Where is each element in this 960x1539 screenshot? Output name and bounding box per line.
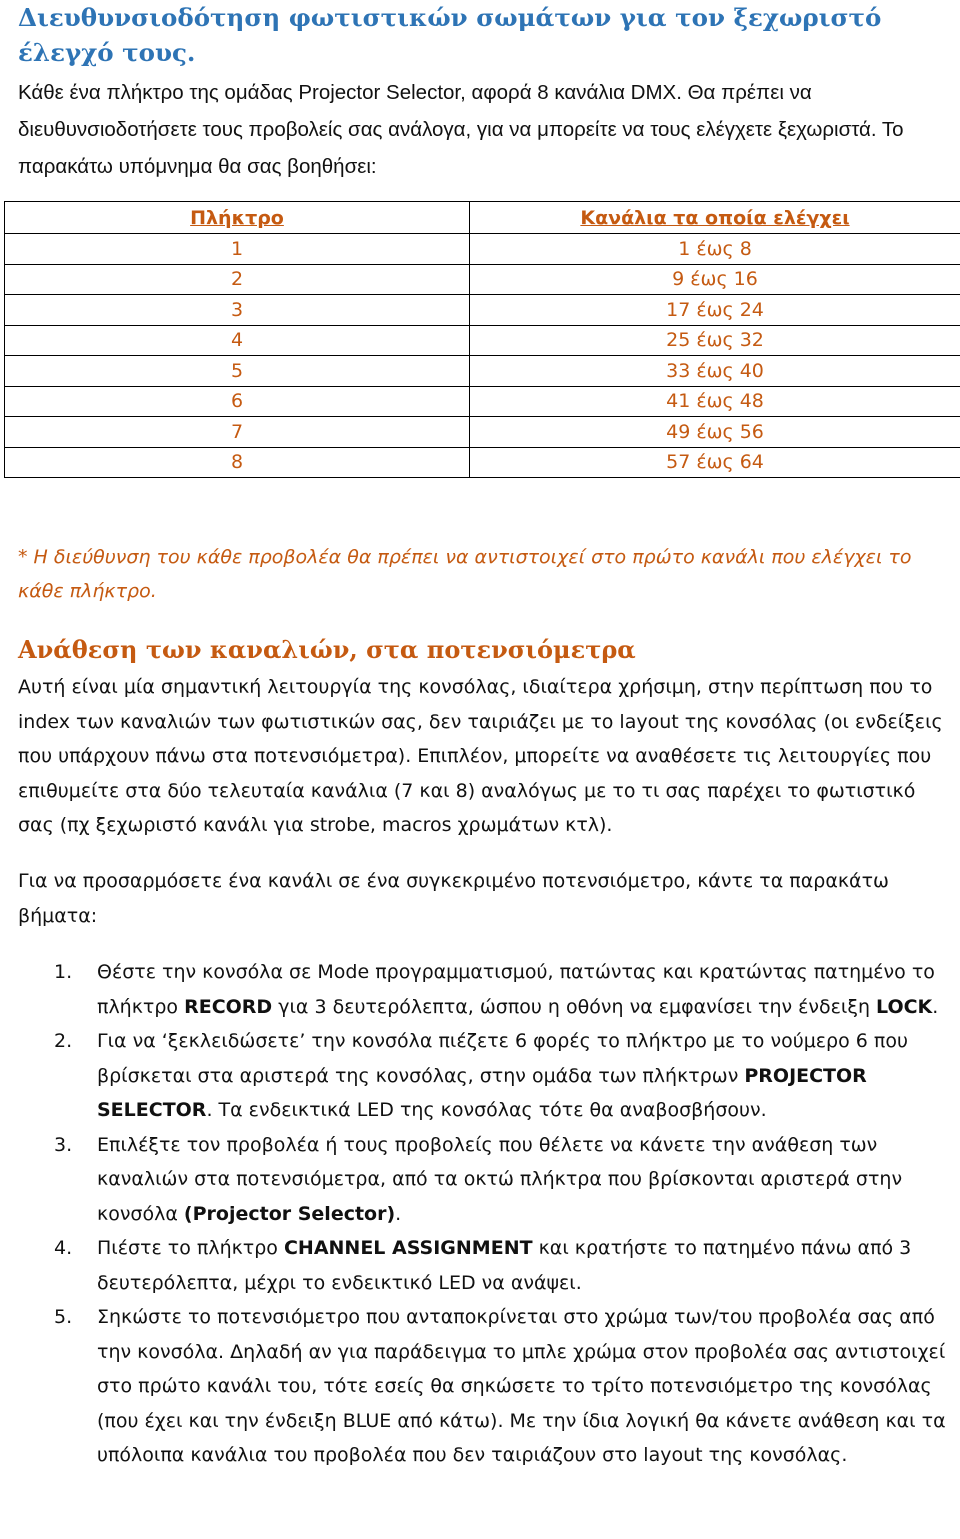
step-text: για 3 δευτερόλεπτα, ώσπου η οθόνη να εμφανίσει την ένδειξη [272, 995, 877, 1018]
steps-intro-paragraph: Για να προσαρμόσετε ένα κανάλι σε ένα συγκεκριμένο ποτενσιόμετρο, κάντε τα παρακάτω βήματα: [18, 870, 889, 927]
list-item [18, 1300, 948, 1473]
step-text: . Τα ενδεικτικά LED της κονσόλας τότε θα αναβοσβήσουν. [206, 1099, 767, 1121]
channels-cell: 49 έως 56 [470, 417, 960, 448]
channels-cell: 9 έως 16 [470, 264, 960, 295]
step-text: και κρατήστε το πατημένο πάνω από 3 δευτερόλεπτα, μέχρι το ενδεικτικό LED να ανάψει. [97, 1237, 912, 1294]
step-text: Θέστε την κονσόλα σε Mode προγραμματισμού, πατώντας και κρατώντας πατημένο το πλήκτρο [97, 961, 935, 1018]
document-title: Διευθυνσιοδότηση φωτιστικών σωμάτων για τον ξεχωριστό έλεγχό τους. [18, 3, 882, 67]
table-row [5, 356, 960, 387]
table-row [5, 264, 960, 295]
step-text: . [932, 995, 939, 1018]
key-cell: 5 [5, 356, 470, 387]
step-number: 1. [54, 961, 73, 983]
table-row [5, 295, 960, 326]
list-item [18, 955, 948, 1024]
step-number: 5. [54, 1306, 73, 1328]
channels-cell: 17 έως 24 [470, 295, 960, 326]
step-keyword: PROJECTOR SELECTOR [97, 1064, 867, 1121]
key-cell: 3 [5, 295, 470, 326]
channels-cell: 1 έως 8 [470, 234, 960, 265]
channels-cell: 25 έως 32 [470, 325, 960, 356]
header-channels: Κανάλια τα οποία ελέγχει [470, 202, 960, 234]
step-keyword: RECORD [184, 995, 273, 1018]
key-cell: 1 [5, 234, 470, 265]
list-item [18, 1231, 948, 1300]
step-text: Επιλέξτε τον προβολέα ή τους προβολείς που θέλετε να κάνετε την ανάθεση των καναλιών στα ποτενσιόμετρα, από τα οκτώ πλήκτρα που βρίσκονται αριστερά στην κονσόλα [97, 1133, 903, 1225]
header-key: Πλήκτρο [5, 202, 470, 234]
table-row [5, 386, 960, 417]
section-paragraph: Αυτή είναι μία σημαντική λειτουργία της κονσόλας, ιδιαίτερα χρήσιμη, στην περίπτωση που το index των καναλιών των φωτιστικών σας, δεν ταιριάζει με το layout της κονσόλας (οι ενδείξεις που υπάρχουν πάνω στα ποτενσιόμετρα). Επιπλέον, μπορείτε να αναθέσετε τις λειτουργίες που επιθυμείτε στα δύο τελευταία κανάλια (7 και 8) αναλόγως με το τι σας παρέχει το φωτιστικό σας (πχ ξεχωριστό κανάλι για strobe, macros χρωμάτων κτλ). [18, 676, 943, 836]
list-item [18, 1128, 948, 1232]
address-note: * Η διεύθυνση του κάθε προβολέα θα πρέπει να αντιστοιχεί στο πρώτο κανάλι που ελέγχει το κάθε πλήκτρο. [18, 546, 912, 602]
key-cell: 4 [5, 325, 470, 356]
list-item [18, 1024, 948, 1128]
channels-cell: 57 έως 64 [470, 447, 960, 478]
key-cell: 7 [5, 417, 470, 448]
table-header-row [5, 202, 960, 234]
step-number: 3. [54, 1133, 73, 1156]
section-title: Ανάθεση των καναλιών, στα ποτενσιόμετρα [18, 635, 636, 664]
step-keyword: CHANNEL ASSIGNMENT [283, 1237, 533, 1259]
step-keyword: LOCK [876, 995, 933, 1018]
step-text: Σηκώστε το ποτενσιόμετρο που ανταποκρίνεται στο χρώμα των/του προβολέα σας από την κονσόλα. Δηλαδή αν για παράδειγμα το μπλε χρώμα στον προβολέα σας αντιστοιχεί στο πρώτο κανάλι του, τότε εσείς θα σηκώσετε το τρίτο ποτενσιόμετρο της κονσόλας (που έχει και την ένδειξη BLUE από κάτω). Με την ίδια λογική θα κάνετε ανάθεση και τα υπόλοιπα κανάλια του προβολέα που δεν ταιριάζουν στο layout της κονσόλας. [97, 1306, 946, 1466]
channels-cell: 33 έως 40 [470, 356, 960, 387]
key-cell: 2 [5, 264, 470, 295]
step-number: 2. [54, 1030, 73, 1052]
key-cell: 6 [5, 386, 470, 417]
channel-map-table [4, 201, 960, 478]
steps-list [18, 955, 948, 1473]
table-row [5, 417, 960, 448]
step-text: . [395, 1202, 402, 1225]
step-keyword: (Projector Selector) [183, 1202, 396, 1225]
key-cell: 8 [5, 447, 470, 478]
channels-cell: 41 έως 48 [470, 386, 960, 417]
table-row [5, 325, 960, 356]
step-text: Για να ‘ξεκλειδώσετε’ την κονσόλα πιέζετε 6 φορές το πλήκτρο με το νούμερο 6 που βρίσκεται στα αριστερά της κονσόλας, στην ομάδα των πλήκτρων [97, 1030, 908, 1087]
intro-paragraph: Κάθε ένα πλήκτρο της ομάδας Projector Selector, αφορά 8 κανάλια DMX. Θα πρέπει να διευθυνσιοδοτήσετε τους προβολείς σας ανάλογα, για να μπορείτε να τους ελέγχετε ξεχωριστά. Το παρακάτω υπόμνημα θα σας βοηθήσει: [18, 81, 904, 178]
table-row [5, 234, 960, 265]
step-number: 4. [54, 1237, 73, 1259]
step-text: Πιέστε το πλήκτρο [97, 1237, 284, 1259]
table-row [5, 447, 960, 478]
